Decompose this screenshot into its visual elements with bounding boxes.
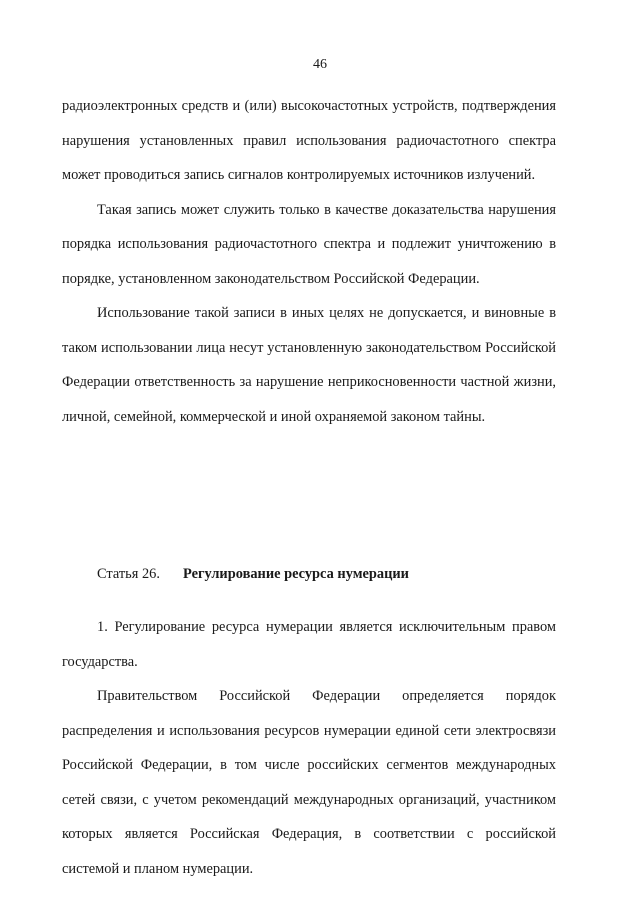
text-block-top bbox=[62, 89, 556, 434]
article-title: Регулирование ресурса нумерации bbox=[183, 566, 409, 582]
paragraph-continuation: радиоэлектронных средств и (или) высокочастотных устройств, подтверждения нарушения установленных правил использования радиочастотного спектра может проводиться запись сигналов контролируемых источников излучений. bbox=[62, 98, 556, 183]
paragraph-item-1: 1. Регулирование ресурса нумерации является исключительным правом государства. bbox=[62, 619, 556, 670]
article-heading bbox=[97, 562, 557, 586]
page-number: 46 bbox=[313, 57, 327, 72]
text-block-article bbox=[62, 610, 556, 886]
article-number: Статья 26. bbox=[97, 566, 160, 582]
paragraph-government-order: Правительством Российской Федерации определяется порядок распределения и использования ресурсов нумерации единой сети электросвязи Российской Федерации, в том числе российских сегментов международных сетей связи, с учетом рекомендаций международных организаций, участником которых является Российская Федерация, в соответствии с российской системой и планом нумерации. bbox=[62, 688, 556, 877]
paragraph-record-usage: Использование такой записи в иных целях не допускается, и виновные в таком использовании лица несут установленную законодательством Российской Федерации ответственность за нарушение неприкосновенности частной жизни, личной, семейной, коммерческой и иной охраняемой законом тайны. bbox=[62, 305, 556, 425]
paragraph-record-evidence: Такая запись может служить только в качестве доказательства нарушения порядка использования радиочастотного спектра и подлежит уничтожению в порядке, установленном законодательством Российской Федерации. bbox=[62, 201, 556, 287]
